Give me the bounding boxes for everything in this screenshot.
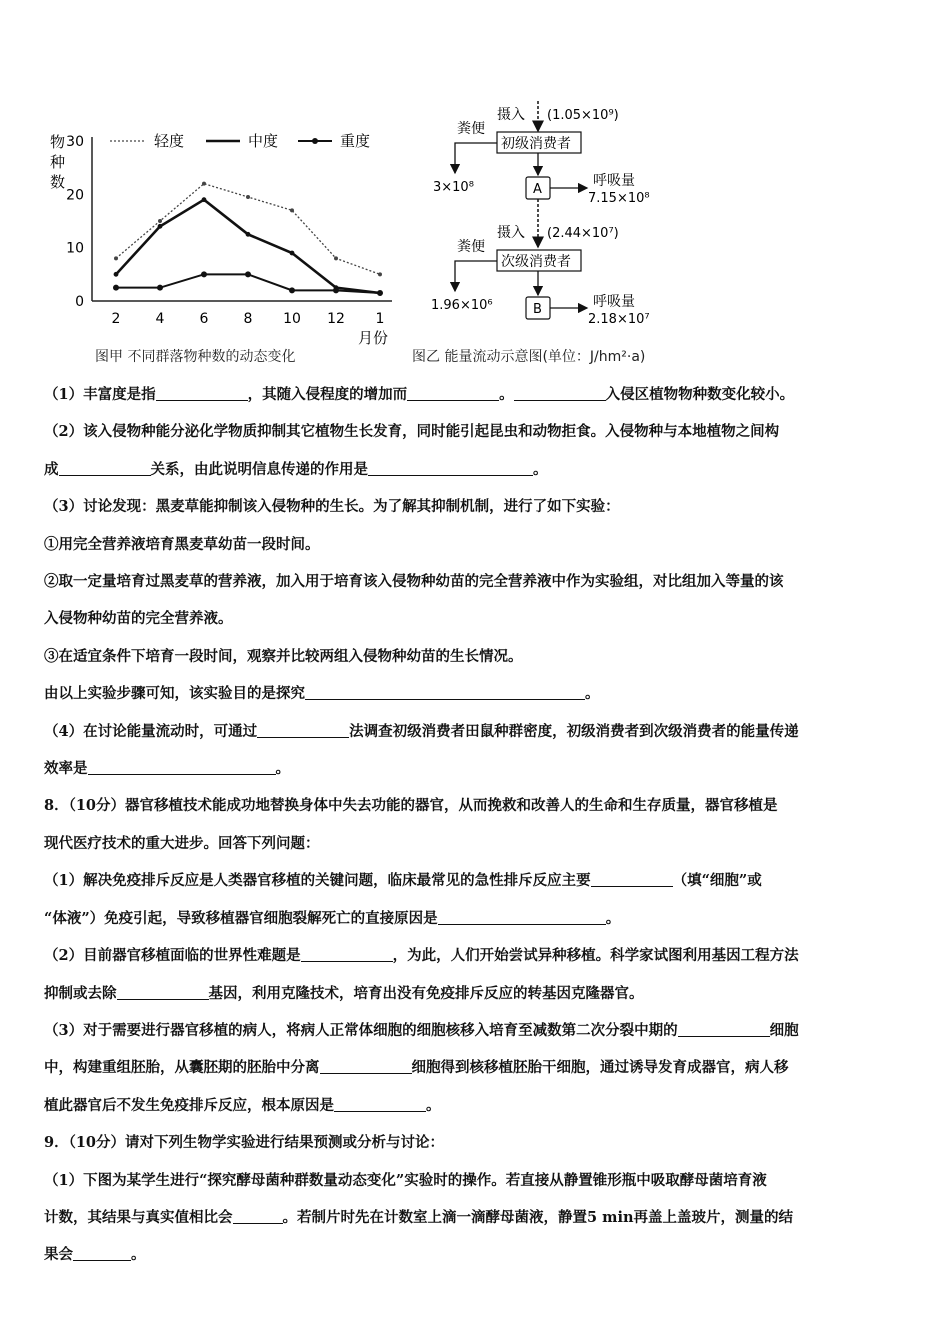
answer-blank[interactable] xyxy=(438,906,606,925)
feces-arrow-1 xyxy=(455,143,497,173)
legend-label-medium: 中度 xyxy=(248,132,279,150)
data-point xyxy=(202,197,207,202)
answer-blank[interactable] xyxy=(678,1018,770,1037)
q7-4: （4）在讨论能量流动时，可通过 法调查初级消费者田鼠种群密度，初级消费者到次级消费者的能量传递 xyxy=(44,713,914,750)
x-axis-label: 月份 xyxy=(358,329,389,347)
answer-blank[interactable] xyxy=(320,1055,412,1074)
primary-consumer-label: 初级消费者 xyxy=(501,136,571,152)
answer-blank[interactable] xyxy=(156,382,248,401)
data-point xyxy=(289,287,295,293)
feces-value-2: 1.96×10⁶ xyxy=(431,298,493,313)
answer-blank[interactable] xyxy=(368,457,533,476)
q7-3-step1: ①用完全营养液培育黑麦草幼苗一段时间。 xyxy=(44,535,320,553)
secondary-consumer-label: 次级消费者 xyxy=(501,254,571,270)
data-point xyxy=(202,182,206,186)
data-point xyxy=(246,232,251,237)
x-tick-label: 8 xyxy=(243,311,253,327)
data-point xyxy=(290,251,295,256)
q7-3-aim: 由以上实验步骤可知，该实验目的是探究 。 xyxy=(44,675,914,712)
respiration-value-2: 2.18×10⁷ xyxy=(588,312,650,327)
q8-3: （3）对于需要进行器官移植的病人，将病人正常体细胞的细胞核移入培育至减数第二次分裂中期的 细胞 xyxy=(44,1012,914,1049)
x-tick-label: 10 xyxy=(283,311,301,327)
q8-stem: 8．（10分）器官移植技术能成功地替换身体中失去功能的器官，从而挽救和改善人的生命和生存质量，器官移植是 xyxy=(44,797,778,815)
species-line-chart xyxy=(40,95,400,355)
data-point xyxy=(378,272,382,276)
answer-blank[interactable] xyxy=(59,457,151,476)
respiration-label-2: 呼吸量 xyxy=(593,294,635,310)
y-tick-label: 30 xyxy=(66,134,84,150)
question-text xyxy=(44,376,914,1274)
intake-label-1: 摄入 xyxy=(497,107,525,123)
data-point xyxy=(333,287,339,293)
data-point xyxy=(201,271,207,277)
figures-area xyxy=(40,95,740,375)
data-point xyxy=(290,208,294,212)
answer-blank[interactable] xyxy=(257,719,349,738)
b-label: B xyxy=(533,302,542,317)
q8-1: （1）解决免疫排斥反应是人类器官移植的关键问题，临床最常见的急性排斥反应主要 （填“细胞”或 xyxy=(44,862,914,899)
data-point xyxy=(245,271,251,277)
ylabel-char-3: 数 xyxy=(50,173,66,191)
respiration-value-1: 7.15×10⁸ xyxy=(588,191,650,206)
feces-value-1: 3×10⁸ xyxy=(433,180,474,195)
answer-blank[interactable] xyxy=(301,943,393,962)
intake-label-2: 摄入 xyxy=(497,225,525,241)
y-tick-label: 0 xyxy=(75,294,84,310)
data-point xyxy=(158,224,163,229)
q7-2: （2）该入侵物种能分泌化学物质抑制其它植物生长发育，同时能引起昆虫和动物拒食。入侵物种与本地植物之间构 xyxy=(44,423,780,441)
x-tick-label: 2 xyxy=(111,311,121,327)
figure-jia-caption: 图甲 不同群落物种数的动态变化 xyxy=(95,349,296,365)
a-label: A xyxy=(533,182,542,197)
answer-blank[interactable] xyxy=(233,1205,283,1224)
data-point xyxy=(114,256,118,260)
figure-yi-caption: 图乙 能量流动示意图(单位：J/hm²·a) xyxy=(412,349,646,365)
answer-blank[interactable] xyxy=(73,1242,131,1261)
x-tick-label: 1 xyxy=(375,311,385,327)
answer-blank[interactable] xyxy=(514,382,606,401)
legend-marker-heavy xyxy=(312,138,318,144)
q9-stem: 9．（10分）请对下列生物学实验进行结果预测或分析与讨论： xyxy=(44,1134,445,1152)
answer-blank[interactable] xyxy=(88,756,276,775)
legend-label-light: 轻度 xyxy=(154,132,185,150)
q7-4b: 效率是 。 xyxy=(44,750,914,787)
data-point xyxy=(157,285,163,291)
q8-stem-b: 现代医疗技术的重大进步。回答下列问题： xyxy=(44,834,320,852)
q8-1b: “体液”）免疫引起，导致移植器官细胞裂解死亡的直接原因是 。 xyxy=(44,900,914,937)
q7-3: （3）讨论发现：黑麦草能抑制该入侵物种的生长。为了解其抑制机制，进行了如下实验： xyxy=(44,498,620,516)
q8-2b: 抑制或去除 基因，利用克隆技术，培育出没有免疫排斥反应的转基因克隆器官。 xyxy=(44,975,914,1012)
y-tick-label: 20 xyxy=(66,187,84,204)
feces-label-2: 粪便 xyxy=(457,239,485,255)
data-point xyxy=(158,219,162,223)
data-point xyxy=(114,272,119,277)
ylabel-char-1: 物 xyxy=(50,133,66,151)
q9-1b: 计数，其结果与真实值相比会 。若制片时先在计数室上滴一滴酵母菌液，静置5 min再盖上盖玻片，测量的结 xyxy=(44,1199,914,1236)
data-point xyxy=(246,195,250,199)
feces-label-1: 粪便 xyxy=(457,121,485,137)
data-point xyxy=(377,290,383,296)
q7-2b: 成 关系，由此说明信息传递的作用是 。 xyxy=(44,451,914,488)
x-tick-label: 6 xyxy=(199,311,209,327)
intake-value-1: (1.05×10⁹) xyxy=(547,108,619,123)
q7-3-step3: ③在适宜条件下培育一段时间，观察并比较两组入侵物种幼苗的生长情况。 xyxy=(44,647,523,665)
q7-3-step2b: 入侵物种幼苗的完全营养液。 xyxy=(44,610,233,628)
y-tick-label: 10 xyxy=(66,240,84,257)
respiration-label-1: 呼吸量 xyxy=(593,173,635,189)
q8-3c: 植此器官后不发生免疫排斥反应，根本原因是 。 xyxy=(44,1087,914,1124)
q8-2: （2）目前器官移植面临的世界性难题是 ，为此，人们开始尝试异种移植。科学家试图利用基因工程方法 xyxy=(44,937,914,974)
data-point xyxy=(113,285,119,291)
q9-1: （1）下图为某学生进行“探究酵母菌种群数量动态变化”实验时的操作。若直接从静置锥形瓶中吸取酵母菌培育液 xyxy=(44,1171,767,1189)
legend-label-heavy: 重度 xyxy=(340,132,371,150)
q9-1c: 果会 。 xyxy=(44,1236,914,1273)
intake-value-2: (2.44×10⁷) xyxy=(547,226,619,241)
answer-blank[interactable] xyxy=(591,868,673,887)
ylabel-char-2: 种 xyxy=(50,153,66,171)
answer-blank[interactable] xyxy=(334,1093,426,1112)
data-point xyxy=(334,256,338,260)
q7-1: （1）丰富度是指 ，其随入侵程度的增加而 。 入侵区植物物种数变化较小。 xyxy=(44,376,914,413)
answer-blank[interactable] xyxy=(117,981,209,1000)
answer-blank[interactable] xyxy=(407,382,499,401)
x-tick-label: 4 xyxy=(155,311,165,327)
energy-flow-diagram xyxy=(425,95,755,355)
series-line-中度 xyxy=(116,200,380,293)
answer-blank[interactable] xyxy=(305,681,585,700)
x-tick-label: 12 xyxy=(327,311,345,327)
q8-3b: 中，构建重组胚胎，从囊胚期的胚胎中分离 细胞得到核移植胚胎干细胞，通过诱导发育成器官，病人移 xyxy=(44,1049,914,1086)
q7-3-step2: ②取一定量培育过黑麦草的营养液，加入用于培育该入侵物种幼苗的完全营养液中作为实验组，对比组加入等量的该 xyxy=(44,573,784,591)
feces-arrow-2 xyxy=(455,261,497,291)
